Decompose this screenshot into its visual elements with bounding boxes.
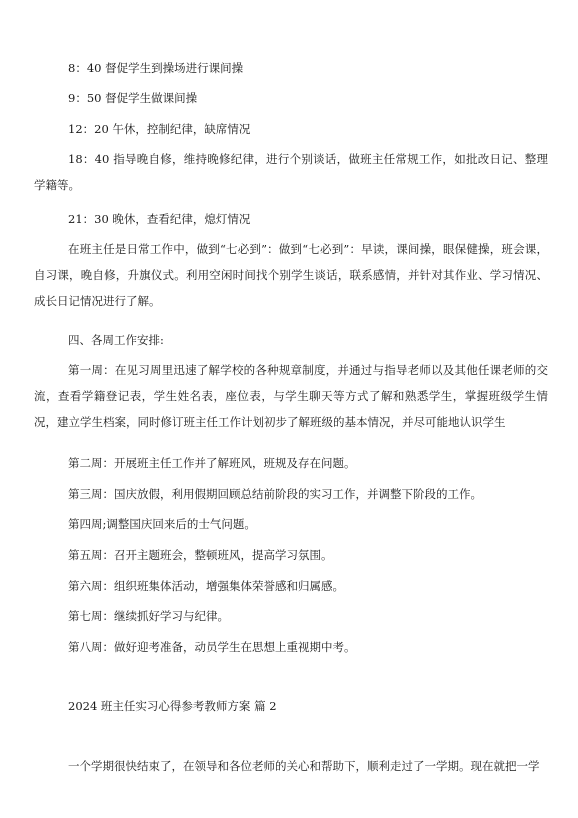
article-2-intro: 一个学期很快结束了，在领导和各位老师的关心和帮助下，顺利走过了一学期。现在就把一学 [68, 759, 540, 773]
week-item: 第二周：开展班主任工作并了解班风，班规及存在问题。 [68, 456, 356, 470]
week-1-paragraph: 第一周：在见习周里迅速了解学校的各种规章制度，并通过与指导老师以及其他任课老师的交流，查看学籍登记表，学生姓名表，座位表，与学生聊天等方式了解和熟悉学生，掌握班级学生情况，建立学生档案，同时修订班主任工作计划初步了解班级的基本情况，并尽可能地认识学生 [34, 363, 548, 429]
schedule-item: 12：20 午休，控制纪律，缺席情况 [68, 122, 251, 136]
week-item: 第七周：继续抓好学习与纪律。 [68, 609, 229, 623]
seven-musts-paragraph: 在班主任是日常工作中，做到“七必到”：做到“七必到”：早读，课间操，眼保健操，班会课，自习课，晚自修，升旗仪式。利用空闲时间找个别学生谈话，联系感情，并针对其作业、学习情况、成长日记情况进行了解。 [34, 242, 548, 308]
week-item: 第三周：国庆放假，利用假期回顾总结前阶段的实习工作，并调整下阶段的工作。 [68, 487, 482, 501]
article-2-title: 2024 班主任实习心得参考教师方案 篇 2 [68, 699, 277, 713]
week-item: 第八周：做好迎考准备，动员学生在思想上重视期中考。 [68, 640, 356, 654]
week-item: 第六周：组织班集体活动，增强集体荣誉感和归属感。 [68, 579, 344, 593]
week-item: 第五周：召开主题班会，整顿班风，提高学习氛围。 [68, 548, 333, 562]
week-item: 第四周;调整国庆回来后的士气问题。 [68, 517, 256, 531]
schedule-item: 8：40 督促学生到操场进行课间操 [68, 61, 244, 75]
schedule-item: 9：50 督促学生做课间操 [68, 91, 198, 105]
lights-out-item: 21：30 晚休，查看纪律，熄灯情况 [68, 212, 251, 226]
section-title: 四、各周工作安排: [68, 333, 164, 347]
evening-guidance-paragraph: 18：40 指导晚自修，维持晚修纪律，进行个别谈话，做班主任常规工作，如批改日记、整理学籍等。 [34, 152, 548, 192]
